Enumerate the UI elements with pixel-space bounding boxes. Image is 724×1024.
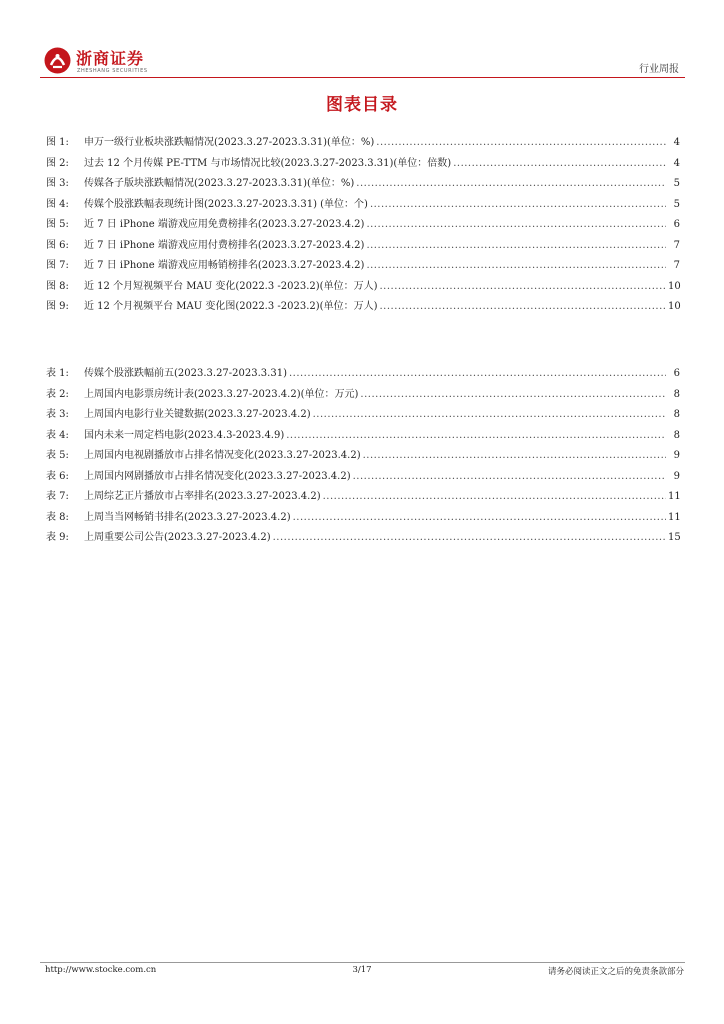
toc-leader — [293, 512, 666, 523]
toc-leader — [366, 240, 666, 251]
toc-leader — [379, 281, 666, 292]
toc-text: 近 12 个月短视频平台 MAU 变化(2022.3 -2023.2)(单位：万人) — [84, 280, 378, 292]
toc-page: 9 — [673, 450, 680, 461]
toc-label: 图 1: — [46, 137, 69, 148]
toc-label: 表 9: — [46, 532, 69, 543]
toc-text: 近 12 个月视频平台 MAU 变化图(2022.3 -2023.2)(单位：万人) — [84, 301, 378, 312]
toc-page: 11 — [668, 491, 681, 502]
toc-label: 图 7: — [46, 260, 69, 271]
toc-page: 8 — [673, 388, 680, 400]
toc-entry[interactable] — [46, 446, 680, 467]
toc-text: 传媒各子版块涨跌幅情况(2023.3.27-2023.3.31)(单位：%) — [84, 178, 355, 189]
toc-entry[interactable] — [46, 385, 680, 406]
header-divider — [40, 77, 685, 78]
toc-page: 5 — [673, 178, 680, 189]
toc-page: 8 — [673, 429, 680, 441]
toc-text: 上周国内电视剧播放市占排名情况变化(2023.3.27-2023.4.2) — [84, 450, 361, 461]
toc-label: 表 6: — [46, 470, 69, 482]
toc-leader — [379, 301, 666, 312]
toc-label: 表 8: — [46, 511, 69, 523]
toc-entry[interactable] — [46, 133, 680, 154]
toc-label: 图 4: — [46, 198, 69, 210]
toc-entry[interactable] — [46, 174, 680, 195]
toc-entry[interactable] — [46, 297, 680, 318]
footer-page-number: 3/17 — [352, 965, 372, 975]
toc-text: 传媒个股涨跌幅表现统计图(2023.3.27-2023.3.31) (单位：个) — [84, 198, 368, 210]
toc-leader — [286, 430, 666, 441]
report-category: 行业周报 — [639, 64, 679, 75]
toc-leader — [366, 219, 666, 230]
toc-page: 7 — [673, 239, 680, 251]
toc-page: 15 — [668, 532, 681, 543]
toc-entry[interactable] — [46, 154, 680, 175]
toc-entry[interactable] — [46, 528, 680, 549]
toc-leader — [273, 532, 666, 543]
toc-text: 上周综艺正片播放市占率排名(2023.3.27-2023.4.2) — [84, 491, 321, 502]
toc-page: 8 — [673, 409, 680, 420]
footer-website-link[interactable]: http://www.stocke.com.cn — [45, 965, 157, 975]
toc-page: 6 — [673, 368, 680, 379]
toc-entry[interactable] — [46, 195, 680, 216]
page-header — [40, 42, 685, 82]
toc-leader — [356, 178, 666, 189]
toc-entry[interactable] — [46, 508, 680, 529]
toc-page: 6 — [673, 219, 680, 230]
toc-leader — [313, 409, 666, 420]
toc-label: 图 2: — [46, 157, 69, 169]
toc-entry[interactable] — [46, 467, 680, 488]
toc-label: 图 5: — [46, 219, 69, 230]
toc-leader — [366, 260, 666, 271]
toc-text: 国内未来一周定档电影(2023.4.3-2023.4.9) — [84, 429, 285, 441]
toc-leader — [453, 158, 666, 169]
toc-label: 图 6: — [46, 239, 69, 251]
toc-leader — [360, 389, 666, 400]
toc-label: 图 9: — [46, 301, 69, 312]
company-logo — [44, 44, 184, 78]
table-list — [46, 364, 680, 549]
toc-entry[interactable] — [46, 405, 680, 426]
toc-leader — [370, 199, 666, 210]
toc-label: 表 7: — [46, 491, 69, 502]
toc-page: 7 — [673, 260, 680, 271]
toc-text: 传媒个股涨跌幅前五(2023.3.27-2023.3.31) — [84, 368, 287, 379]
toc-text: 上周重要公司公告(2023.3.27-2023.4.2) — [84, 532, 271, 543]
toc-label: 图 3: — [46, 178, 69, 189]
toc-label: 表 3: — [46, 409, 69, 420]
footer-divider — [40, 962, 685, 963]
toc-text: 近 7 日 iPhone 端游戏应用免费榜排名(2023.3.27-2023.4.2) — [84, 219, 365, 230]
toc-text: 近 7 日 iPhone 端游戏应用付费榜排名(2023.3.27-2023.4.2) — [84, 239, 365, 251]
figure-list — [46, 133, 680, 318]
logo-subtext: ZHESHANG SECURITIES — [77, 68, 148, 74]
logo-text: 浙商证券 — [76, 49, 145, 68]
toc-text: 申万一级行业板块涨跌幅情况(2023.3.27-2023.3.31)(单位：%) — [84, 137, 375, 148]
toc-text: 过去 12 个月传媒 PE-TTM 与市场情况比较(2023.3.27-2023.3.31)(单位：倍数) — [84, 157, 452, 169]
toc-label: 表 5: — [46, 450, 69, 461]
toc-page: 10 — [668, 280, 681, 292]
toc-entry[interactable] — [46, 487, 680, 508]
toc-text: 上周国内电影行业关键数据(2023.3.27-2023.4.2) — [84, 409, 311, 420]
toc-text: 近 7 日 iPhone 端游戏应用畅销榜排名(2023.3.27-2023.4.2) — [84, 260, 365, 271]
toc-text: 上周国内电影票房统计表(2023.3.27-2023.4.2)(单位：万元) — [84, 388, 359, 400]
toc-page: 5 — [673, 198, 680, 210]
toc-leader — [376, 137, 666, 148]
toc-page: 4 — [673, 137, 680, 148]
toc-label: 表 4: — [46, 429, 69, 441]
footer-disclaimer: 请务必阅读正文之后的免责条款部分 — [547, 967, 684, 977]
toc-page: 9 — [673, 470, 680, 482]
toc-label: 表 2: — [46, 388, 69, 400]
toc-page: 10 — [668, 301, 681, 312]
toc-page: 11 — [668, 511, 681, 523]
toc-entry[interactable] — [46, 277, 680, 298]
toc-leader — [323, 491, 666, 502]
toc-entry[interactable] — [46, 364, 680, 385]
toc-label: 表 1: — [46, 368, 69, 379]
page-title: 图表目录 — [326, 95, 398, 115]
toc-label: 图 8: — [46, 280, 69, 292]
toc-entry[interactable] — [46, 236, 680, 257]
toc-text: 上周当当网畅销书排名(2023.3.27-2023.4.2) — [84, 511, 291, 523]
toc-entry[interactable] — [46, 426, 680, 447]
toc-entry[interactable] — [46, 215, 680, 236]
toc-leader — [289, 368, 666, 379]
toc-leader — [353, 471, 666, 482]
zheshang-logo-icon — [44, 47, 71, 74]
toc-page: 4 — [673, 157, 680, 169]
toc-entry[interactable] — [46, 256, 680, 277]
toc-text: 上周国内网剧播放市占排名情况变化(2023.3.27-2023.4.2) — [84, 470, 351, 482]
toc-leader — [363, 450, 666, 461]
